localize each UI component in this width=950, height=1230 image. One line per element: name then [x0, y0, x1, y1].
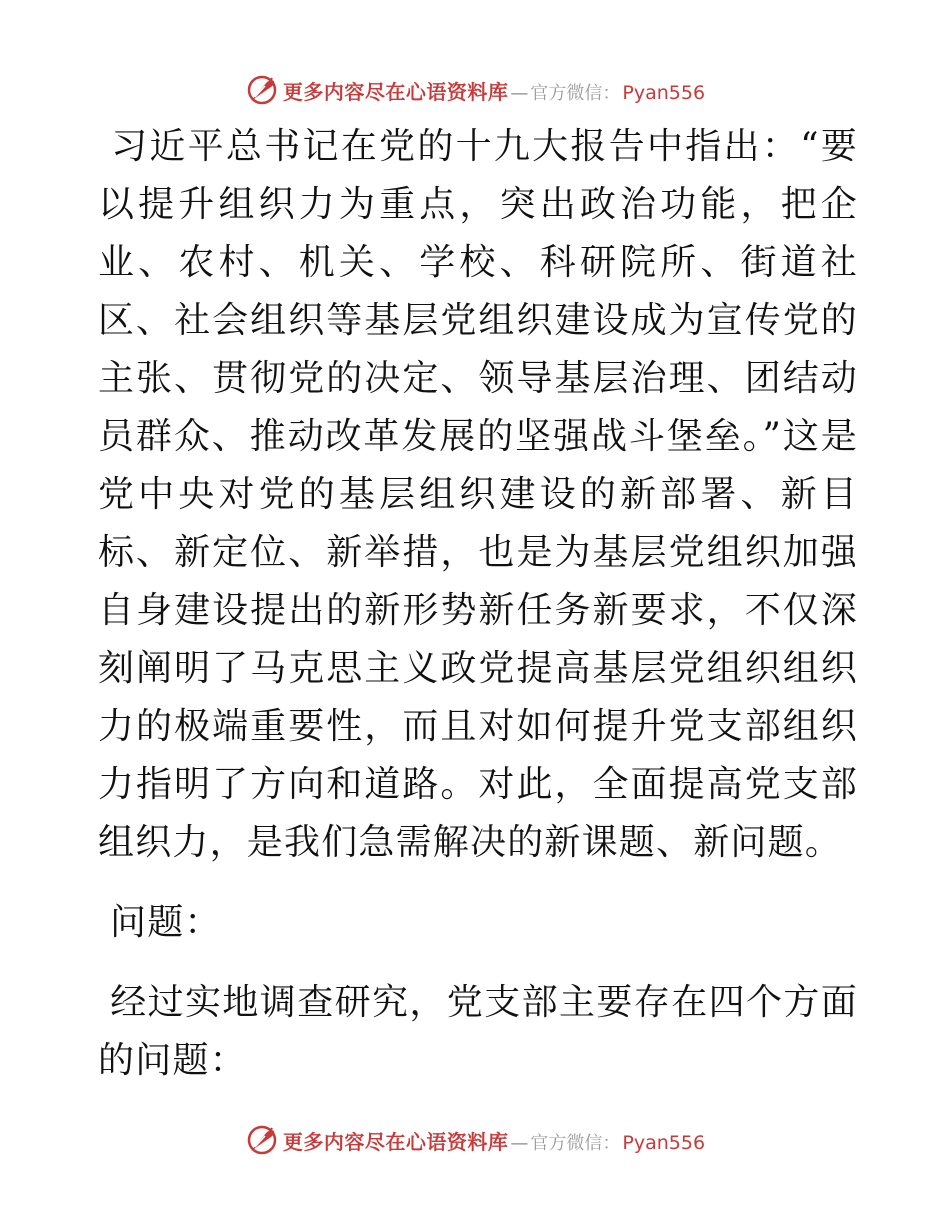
watermark-secondary: 官方微信： — [530, 1132, 621, 1154]
document-body — [98, 118, 858, 1090]
footer-watermark — [0, 1120, 950, 1160]
paragraph-intro-text: 习近平总书记在党的十九大报告中指出：“要以提升组织力为重点，突出政治功能，把企业、农村、机关、学校、科研院所、街道社区、社会组织等基层党组织建设成为宣传党的主张、贯彻党的决定、领导基层治理、团结动员群众、推动改革发展的坚强战斗堡垒。”这是党中央对党的基层组织建设的新部署、新目标、新定位、新举措，也是为基层党组织加强自身建设提出的新形势新任务新要求，不仅深刻阐明了马克思主义政党提高基层党组织组织力的极端重要性，而且对如何提升党支部组织力指明了方向和道路。对此，全面提高党支部组织力，是我们急需解决的新课题、新问题。 — [98, 126, 858, 863]
watermark-primary: 更多内容尽在心语资料库 — [282, 79, 509, 104]
paragraph-intro — [98, 118, 858, 872]
watermark-secondary: 官方微信： — [530, 82, 621, 104]
watermark-wechat-id: Pyan556 — [622, 81, 706, 104]
quill-pen-logo-icon — [245, 73, 279, 107]
watermark-primary: 更多内容尽在心语资料库 — [282, 1129, 509, 1154]
watermark-text — [283, 1126, 705, 1155]
watermark-separator: — — [510, 1132, 529, 1154]
header-watermark — [0, 70, 950, 110]
paragraph-problems-heading-text: 问题： — [110, 902, 222, 943]
paragraph-findings — [98, 974, 858, 1090]
watermark-separator: — — [510, 82, 529, 104]
quill-pen-logo-icon — [245, 1123, 279, 1157]
paragraph-findings-text: 经过实地调查研究，党支部主要存在四个方面的问题： — [98, 982, 858, 1081]
paragraph-problems-heading — [98, 894, 858, 952]
watermark-text — [283, 76, 705, 105]
watermark-wechat-id: Pyan556 — [622, 1131, 706, 1154]
